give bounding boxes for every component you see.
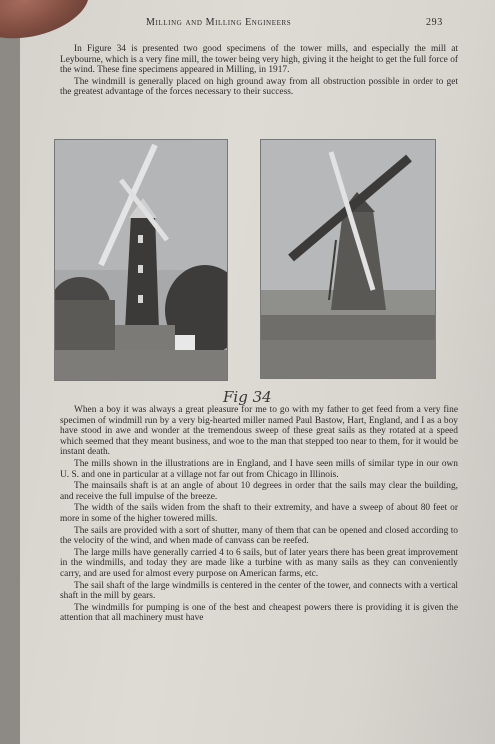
paragraph: The sail shaft of the large windmills is centered in the center of the tower, and connects with a vertical shaft in the mill by gears. bbox=[60, 580, 458, 602]
paragraph: In Figure 34 is presented two good specimens of the tower mills, and especially the mill at Leybourne, which is a very fine mill, the tower being very high, giving it the height to get the full force of the wind. These fine specimens appeared in Milling, in 1917. bbox=[60, 44, 458, 76]
paragraph: The width of the sails widen from the shaft to their extremity, and have a sweep of about 80 feet or more in some of the higher towered mills. bbox=[60, 503, 458, 524]
paragraph: When a boy it was always a great pleasure for me to go with my father to get feed from a very fine specimen of windmill run by a very big-hearted miller named Paul Bastow, Hart, England, and I as a boy have stood in awe and wonder at the tremendous sweep of these great sails as they rotated at a speed which seemed that they meant business, and woe to the man that stepped too near to them, for it would be instant death. bbox=[60, 405, 458, 458]
paragraph: The mainsails shaft is at an angle of about 10 degrees in order that the sails may clear the building, and receive the full impulse of the breeze. bbox=[60, 481, 458, 502]
page-number: 293 bbox=[426, 17, 443, 28]
paragraph: The large mills have generally carried 4 to 6 sails, but of later years there has been great improvement in the windmills, and today they are made like a turbine with as many sails as they can conveniently carry, and are used for almost every purpose on American farms, etc. bbox=[60, 547, 458, 579]
windmill-photo-right bbox=[260, 139, 436, 379]
paragraph: The windmills for pumping is one of the best and cheapest powers there is providing it is given the attention that all machinery must have bbox=[60, 602, 458, 624]
paragraph: The mills shown in the illustrations are in England, and I have seen mills of similar type in our own U. S. and one in particular at a village not far out from Chicago in Illinois. bbox=[60, 458, 458, 480]
running-title: Milling and Milling Engineers bbox=[146, 17, 292, 28]
top-text bbox=[60, 44, 458, 99]
paragraph: The sails are provided with a sort of shutter, many of them that can be opened and closed according to the velocity of the wind, and when made of canvass can be reefed. bbox=[60, 525, 458, 547]
windmill-photo-left bbox=[54, 139, 228, 381]
figure-caption: Fig 34 bbox=[223, 388, 272, 406]
bottom-text bbox=[60, 405, 458, 625]
running-head bbox=[20, 17, 495, 31]
paragraph: The windmill is generally placed on high ground away from all obstruction possible in order to get the greatest advantage of the forces necessary to their success. bbox=[60, 76, 458, 98]
book-page bbox=[20, 0, 495, 744]
